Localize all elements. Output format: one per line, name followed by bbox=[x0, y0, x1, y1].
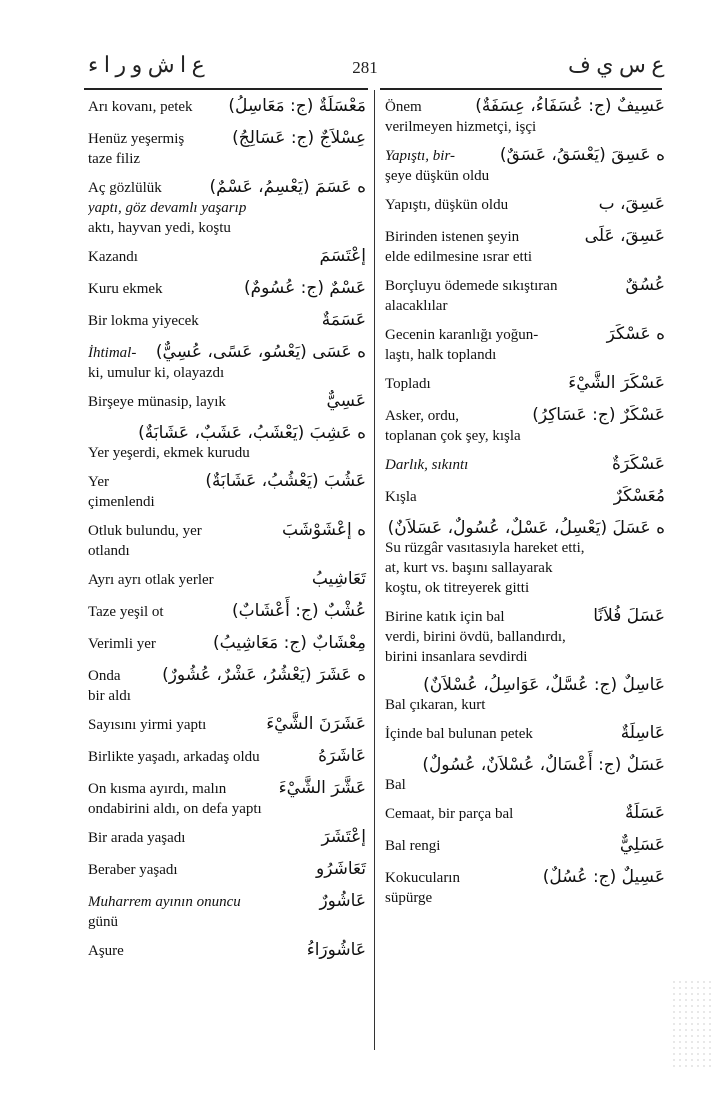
dictionary-entry bbox=[88, 633, 366, 654]
entry-translation: Arı kovanı, petek bbox=[88, 99, 193, 115]
entry-arabic: عَسَلٌ (ج: أَعْسَالٌ، عُسْلاَنٌ، عُسُولٌ) bbox=[422, 755, 665, 775]
entry-arabic: عَاسِلَةٌ bbox=[620, 723, 665, 743]
entry-translation: Sayısını yirmi yaptı bbox=[88, 717, 207, 733]
entry-translation-continued: çimenlendi bbox=[88, 494, 155, 510]
dictionary-entry bbox=[385, 723, 665, 744]
entry-translation: Darlık, sıkıntı bbox=[385, 457, 469, 473]
dictionary-entry bbox=[385, 324, 665, 365]
entry-arabic: تَعَاشَرُو bbox=[316, 859, 366, 879]
entry-translation-continued: ondabirini aldı, on defa yaptı bbox=[88, 801, 262, 817]
entry-arabic: عَسَلَةٌ bbox=[624, 803, 665, 823]
entry-translation: Kokucuların bbox=[385, 870, 460, 886]
entry-arabic: عَاشَرَهُ bbox=[318, 746, 366, 766]
dictionary-entry bbox=[88, 96, 366, 117]
entry-translation: Birine katık için bal bbox=[385, 609, 505, 625]
dictionary-entry bbox=[88, 128, 366, 169]
entry-arabic: عَاشُورٌ bbox=[319, 891, 366, 911]
dictionary-entry bbox=[88, 310, 366, 331]
dictionary-entry bbox=[88, 601, 366, 622]
dictionary-entry bbox=[88, 177, 366, 238]
entry-arabic: ه عَسْكَرَ bbox=[606, 324, 665, 344]
entry-translation: Aşure bbox=[88, 943, 124, 959]
entry-translation: On kısma ayırdı, malın bbox=[88, 781, 227, 797]
entry-arabic: ه عَسِقَ (يَعْسَقُ، عَسَقٌ) bbox=[499, 145, 665, 165]
entry-arabic: إعْتَشَرَ bbox=[321, 827, 366, 847]
entry-translation: Asker, ordu, bbox=[385, 408, 459, 424]
dictionary-entry bbox=[385, 454, 665, 475]
entry-translation-continued: elde edilmesine ısrar etti bbox=[385, 249, 533, 265]
dictionary-entry bbox=[385, 96, 665, 137]
entry-translation-continued: alacaklılar bbox=[385, 298, 448, 314]
entry-translation-continued: süpürge bbox=[385, 890, 433, 906]
entry-translation: Cemaat, bir parça bal bbox=[385, 806, 514, 822]
entry-arabic: عَسَمَةٌ bbox=[321, 310, 366, 330]
column-divider bbox=[374, 90, 375, 1050]
entry-arabic: عَشَرَنَ الشَّيْءَ bbox=[266, 714, 366, 734]
right-column bbox=[385, 96, 665, 916]
entry-translation: Onda bbox=[88, 668, 121, 684]
entry-translation-continued: aktı, hayvan yedi, koştu bbox=[88, 220, 231, 236]
dictionary-entry bbox=[88, 342, 366, 383]
entry-translation-continued: verilmeyen hizmetçi, işçi bbox=[385, 119, 537, 135]
entry-translation-continued: toplanan çok şey, kışla bbox=[385, 428, 521, 444]
entry-translation: Yapıştı, düşkün oldu bbox=[385, 197, 509, 213]
entry-translation-continued: birini insanlara sevdirdi bbox=[385, 649, 528, 665]
dictionary-entry bbox=[385, 486, 665, 507]
entry-translation-continued: koştu, ok titreyerek gitti bbox=[385, 580, 530, 596]
entry-translation: Kazandı bbox=[88, 249, 138, 265]
header-rule-right bbox=[380, 88, 662, 90]
entry-translation: Muharrem ayının onuncu bbox=[88, 894, 241, 910]
entry-translation-continued: at, kurt vs. başını sallayarak bbox=[385, 560, 553, 576]
entry-arabic: تَعَاشِيبُ bbox=[311, 569, 366, 589]
entry-translation: Ayrı ayrı otlak yerler bbox=[88, 572, 214, 588]
entry-arabic: عَشُبَ (يَعْشُبُ، عَشَابَةٌ) bbox=[205, 471, 366, 491]
dictionary-entry bbox=[385, 405, 665, 446]
header-right-letters: ع س ي ف bbox=[568, 52, 665, 77]
entry-translation: Önem bbox=[385, 99, 422, 115]
entry-arabic: عَسَلِيٌّ bbox=[619, 835, 665, 855]
entry-translation: Aç gözlülük bbox=[88, 180, 162, 196]
entry-translation-continued: şeye düşkün oldu bbox=[385, 168, 490, 184]
entry-translation: Kışla bbox=[385, 489, 417, 505]
entry-arabic: إعْتَسَمَ bbox=[319, 246, 366, 266]
entry-translation-continued: Bal bbox=[385, 777, 406, 793]
entry-arabic: عَسْمٌ (ج: عُسُومٌ) bbox=[243, 278, 366, 298]
entry-arabic: عِسْلاَجٌ (ج: عَسَالِجُ) bbox=[232, 128, 366, 148]
entry-translation: Birşeye münasip, layık bbox=[88, 394, 226, 410]
entry-translation: Birinden istenen şeyin bbox=[385, 229, 520, 245]
dictionary-entry bbox=[88, 391, 366, 412]
dictionary-entry bbox=[385, 803, 665, 824]
entry-arabic: عَسِيٌّ bbox=[326, 391, 366, 411]
dictionary-entry bbox=[88, 940, 366, 961]
entry-translation-continued: bir aldı bbox=[88, 688, 131, 704]
dictionary-entry bbox=[385, 606, 665, 667]
entry-translation-continued: günü bbox=[88, 914, 118, 930]
dictionary-entry bbox=[385, 194, 665, 215]
entry-translation-continued: yaptı, göz devamlı yaşarıp bbox=[88, 200, 247, 216]
entry-translation: Taze yeşil ot bbox=[88, 604, 164, 620]
entry-arabic: عُشْبٌ (ج: أَعْشَابٌ) bbox=[232, 601, 366, 621]
dictionary-entry bbox=[88, 778, 366, 819]
header-rule-left bbox=[84, 88, 368, 90]
entry-arabic: مَعْسَلَةٌ (ج: مَعَاسِلُ) bbox=[228, 96, 366, 116]
dictionary-entry bbox=[88, 423, 366, 463]
entry-arabic: عَسِيفٌ (ج: عُسَفَاءُ، عِسَفَةٌ) bbox=[475, 96, 665, 116]
entry-translation-continued: Yer yeşerdi, ekmek kurudu bbox=[88, 445, 250, 461]
entry-arabic: ه عَسَمَ (يَعْسِمُ، عَسْمٌ) bbox=[209, 177, 366, 197]
dictionary-entry bbox=[88, 746, 366, 767]
entry-arabic: عَشَّرَ الشَّيْءَ bbox=[278, 778, 366, 798]
entry-translation: İhtimal- bbox=[88, 345, 137, 361]
dictionary-entry bbox=[385, 518, 665, 598]
dictionary-entry bbox=[88, 246, 366, 267]
entry-translation: Henüz yeşermiş bbox=[88, 131, 185, 147]
entry-translation: Yapıştı, bir- bbox=[385, 148, 456, 164]
entry-translation-continued: verdi, birini övdü, ballandırdı, bbox=[385, 629, 566, 645]
entry-arabic: عَاشُورَاءُ bbox=[306, 940, 366, 960]
dictionary-entry bbox=[88, 859, 366, 880]
entry-translation: Bir lokma yiyecek bbox=[88, 313, 199, 329]
entry-translation: Beraber yaşadı bbox=[88, 862, 178, 878]
dictionary-entry bbox=[385, 835, 665, 856]
entry-translation: Bal rengi bbox=[385, 838, 441, 854]
dictionary-entry bbox=[385, 373, 665, 394]
dictionary-entry bbox=[88, 891, 366, 932]
dictionary-entry bbox=[385, 145, 665, 186]
dictionary-entry bbox=[88, 827, 366, 848]
entry-translation-continued: taze filiz bbox=[88, 151, 141, 167]
entry-arabic: عَسِيلٌ (ج: عُسُلٌ) bbox=[542, 867, 665, 887]
entry-translation: Kuru ekmek bbox=[88, 281, 163, 297]
entry-translation-continued: Su rüzgâr vasıtasıyla hareket etti, bbox=[385, 540, 585, 556]
entry-translation: Gecenin karanlığı yoğun- bbox=[385, 327, 539, 343]
entry-arabic: ه إعْشَوْشَبَ bbox=[281, 520, 366, 540]
entry-arabic: ه عَشِبَ (يَعْشَبُ، عَشَبٌ، عَشَابَةٌ) bbox=[138, 423, 366, 443]
entry-arabic: مِعْشَابٌ (ج: مَعَاشِيبُ) bbox=[213, 633, 366, 653]
dictionary-entry bbox=[88, 471, 366, 512]
dictionary-entry bbox=[385, 755, 665, 795]
entry-translation-continued: otlandı bbox=[88, 543, 130, 559]
entry-arabic: ه عَشَرَ (يَعْشُرُ، عَشْرٌ، عُشُورٌ) bbox=[162, 665, 366, 685]
entry-arabic: ه عَسَى (يَعْسُو، عَسًى، عُسِيٌّ) bbox=[155, 342, 366, 362]
entry-arabic: عَسْكَرَ الشَّيْءَ bbox=[568, 373, 665, 393]
entry-translation: Birlikte yaşadı, arkadaş oldu bbox=[88, 749, 260, 765]
entry-arabic: عُسُقٌ bbox=[625, 275, 665, 295]
header-left-letters: ع ا ش و ر ا ء bbox=[88, 52, 205, 77]
entry-translation-continued: Bal çıkaran, kurt bbox=[385, 697, 486, 713]
entry-arabic: عَسَلَ فُلاَنًا bbox=[593, 606, 665, 626]
entry-translation-continued: laştı, halk toplandı bbox=[385, 347, 497, 363]
entry-translation-continued: ki, umulur ki, olayazdı bbox=[88, 365, 225, 381]
dictionary-entry bbox=[385, 867, 665, 908]
entry-arabic: عَاسِلٌ (ج: عُسَّلٌ، عَوَاسِلُ، عُسْلاَنٌ) bbox=[423, 675, 665, 695]
page-number: 281 bbox=[352, 58, 378, 77]
dictionary-entry bbox=[88, 569, 366, 590]
dictionary-entry bbox=[88, 278, 366, 299]
entry-arabic: مُعَسْكَرٌ bbox=[613, 486, 665, 506]
dictionary-entry bbox=[88, 520, 366, 561]
entry-arabic: عَسْكَرَةٌ bbox=[612, 454, 665, 474]
dictionary-entry bbox=[385, 675, 665, 715]
entry-translation: Verimli yer bbox=[88, 636, 156, 652]
entry-translation: Otluk bulundu, yer bbox=[88, 523, 202, 539]
dictionary-entry bbox=[88, 665, 366, 706]
entry-arabic: ه عَسَلَ (يَعْسِلُ، عَسْلٌ، عُسُولٌ، عَسَلاَنٌ) bbox=[387, 518, 665, 538]
dictionary-entry bbox=[88, 714, 366, 735]
entry-translation: Borçluyu ödemede sıkıştıran bbox=[385, 278, 558, 294]
entry-arabic: عَسْكَرٌ (ج: عَسَاكِرُ) bbox=[532, 405, 665, 425]
entry-translation: Bir arada yaşadı bbox=[88, 830, 186, 846]
dictionary-entry bbox=[385, 226, 665, 267]
scan-noise bbox=[671, 979, 711, 1069]
left-column bbox=[88, 96, 366, 972]
entry-translation: İçinde bal bulunan petek bbox=[385, 726, 533, 742]
entry-arabic: عَسِقَ، ب bbox=[598, 194, 665, 214]
dictionary-entry bbox=[385, 275, 665, 316]
entry-translation: Yer bbox=[88, 474, 109, 490]
entry-arabic: عَسِقَ، عَلَى bbox=[584, 226, 665, 246]
entry-translation: Topladı bbox=[385, 376, 431, 392]
